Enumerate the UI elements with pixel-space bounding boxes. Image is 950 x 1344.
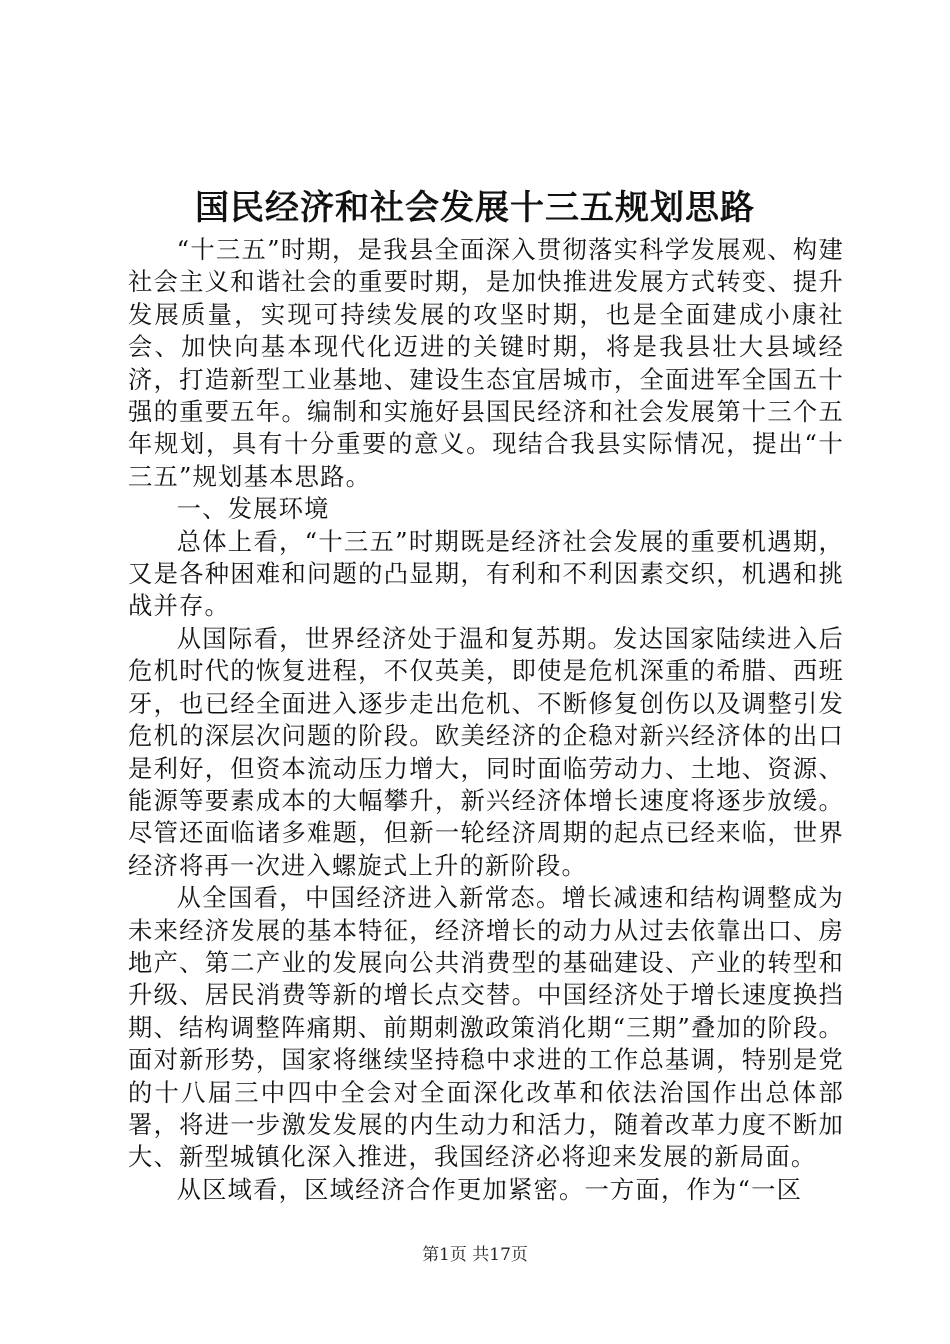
section-heading-development-environment: 一、发展环境	[176, 494, 330, 524]
paragraph-intro: “十三五”时期，是我县全面深入贯彻落实科学发展观、构建社会主义和谐社会的重要时期，是加快推进发展方式转变、提升发展质量，实现可持续发展的攻坚时期，也是全面建成小康社会、加快向基本现代化迈进的关键时期，将是我县壮大县域经济，打造新型工业基地、建设生态宜居城市，全面进军全国五十强的重要五年。编制和实施好县国民经济和社会发展第十三个五年规划，具有十分重要的意义。现结合我县实际情况，提出“十三五”规划基本思路。	[128, 235, 844, 491]
document-title: 国民经济和社会发展十三五规划思路	[195, 188, 755, 228]
paragraph-national: 从全国看，中国经济进入新常态。增长减速和结构调整成为未来经济发展的基本特征，经济增长的动力从过去依靠出口、房地产、第二产业的发展向公共消费型的基础建设、产业的转型和升级、居民消费等新的增长点交替。中国经济处于增长速度换挡期、结构调整阵痛期、前期刺激政策消化期“三期”叠加的阶段。面对新形势，国家将继续坚持稳中求进的工作总基调，特别是党的十八届三中四中全会对全面深化改革和依法治国作出总体部署，将进一步激发发展的内生动力和活力，随着改革力度不断加大、新型城镇化深入推进，我国经济必将迎来发展的新局面。	[128, 883, 844, 1172]
document-body	[128, 234, 844, 1206]
paragraph-international: 从国际看，世界经济处于温和复苏期。发达国家陆续进入后危机时代的恢复进程，不仅英美，即使是危机深重的希腊、西班牙，也已经全面进入逐步走出危机、不断修复创伤以及调整引发危机的深层次问题的阶段。欧美经济的企稳对新兴经济体的出口是利好，但资本流动压力增大，同时面临劳动力、土地、资源、能源等要素成本的大幅攀升，新兴经济体增长速度将逐步放缓。尽管还面临诸多难题，但新一轮经济周期的起点已经来临，世界经济将再一次进入螺旋式上升的新阶段。	[128, 623, 844, 880]
paragraph-regional: 从区域看，区域经济合作更加紧密。一方面，作为“一区	[176, 1174, 803, 1204]
page-number-footer: 第1页 共17页	[422, 1245, 528, 1265]
paragraph-overall: 总体上看，“十三五”时期既是经济社会发展的重要机遇期，又是各种困难和问题的凸显期，有利和不利因素交织，机遇和挑战并存。	[128, 526, 844, 621]
